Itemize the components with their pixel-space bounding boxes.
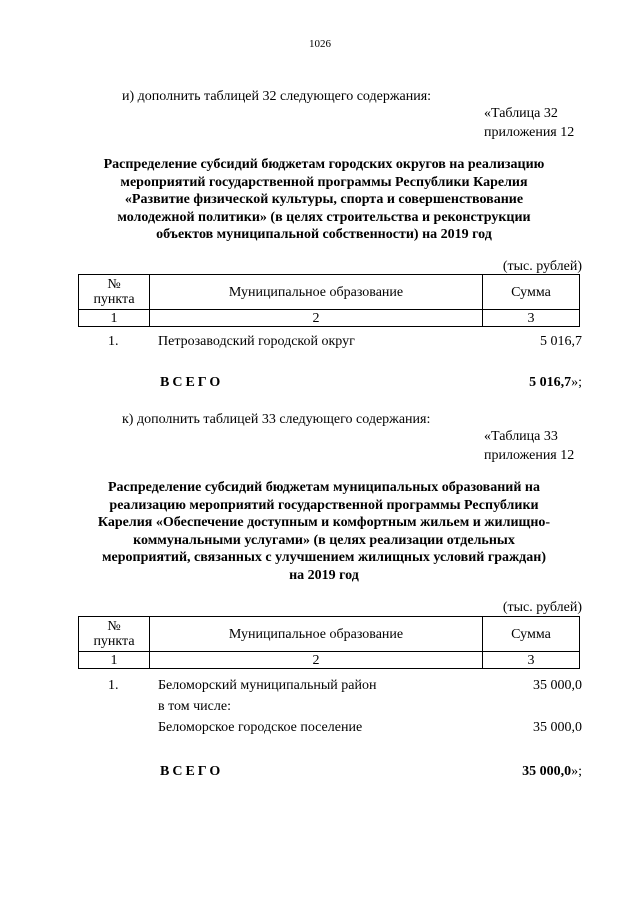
section1-title-line: Распределение субсидий бюджетам городских округов на реализацию <box>103 157 545 172</box>
section1-table-reference <box>484 104 574 142</box>
header-number-line2: пункта <box>93 292 135 307</box>
section1-title-line: молодежной политики» (в целях строительства и реконструкции <box>117 209 531 225</box>
section1-total-label: ВСЕГО <box>160 375 224 390</box>
section2-table-header <box>78 616 580 669</box>
section2-row-name: в том числе: <box>158 699 231 714</box>
header-municipality: Муниципальное образование <box>150 617 483 652</box>
section1-title-line: объектов муниципальной собственности) на 2019 год <box>156 227 492 242</box>
section2-total-label: ВСЕГО <box>160 764 224 779</box>
col-number-1: 1 <box>79 652 150 669</box>
section1-total <box>529 375 582 391</box>
header-number-line1: № <box>107 619 121 634</box>
section1-total-value: 5 016,7 <box>529 375 572 390</box>
section2-ref-line1: «Таблица 33 <box>484 429 558 444</box>
col-number-3: 3 <box>483 652 580 669</box>
section2-title-line: реализацию мероприятий государственной программы Республики <box>109 497 539 513</box>
col-number-2: 2 <box>150 652 483 669</box>
section1-table-header <box>78 274 580 327</box>
col-number-2: 2 <box>150 310 483 327</box>
section1-intro: и) дополнить таблицей 32 следующего содержания: <box>122 89 432 104</box>
header-number-cell <box>79 617 150 652</box>
page-number: 1026 <box>309 38 331 50</box>
section2-title-line: коммунальными услугами» (в целях реализации отдельных <box>133 532 515 548</box>
section1-total-suffix: »; <box>571 375 582 390</box>
section1-ref-line1: «Таблица 32 <box>484 106 558 121</box>
section2-ref-line2: приложения 12 <box>484 448 575 463</box>
section2-total-suffix: »; <box>571 764 582 779</box>
section1-row-value: 5 016,7 <box>540 334 582 349</box>
header-number-line2: пункта <box>93 634 135 649</box>
section2-title-line: Карелия «Обеспечение доступным и комфортным жильем и жилищно- <box>97 515 551 530</box>
col-number-1: 1 <box>79 310 150 327</box>
section2-title-line: на 2019 год <box>289 567 359 583</box>
header-number-cell <box>79 275 150 310</box>
header-sum: Сумма <box>483 617 580 652</box>
col-number-3: 3 <box>483 310 580 327</box>
section1-title <box>72 156 576 244</box>
section2-row-number: 1. <box>108 678 119 693</box>
section2-title-line: Распределение субсидий бюджетам муниципальных образований на <box>108 480 540 495</box>
section2-title <box>72 479 576 584</box>
section1-units: (тыс. рублей) <box>502 259 582 274</box>
section2-total <box>522 764 582 780</box>
section2-row-value: 35 000,0 <box>533 678 582 693</box>
section1-title-line: мероприятий государственной программы Республики Карелия <box>120 174 528 190</box>
section2-units: (тыс. рублей) <box>502 600 582 615</box>
section2-intro: к) дополнить таблицей 33 следующего содержания: <box>122 412 431 427</box>
header-municipality: Муниципальное образование <box>150 275 483 310</box>
section1-title-line: «Развитие физической культуры, спорта и совершенствование <box>124 192 524 207</box>
section2-total-value: 35 000,0 <box>522 764 572 779</box>
section2-row-value: 35 000,0 <box>533 720 582 735</box>
section1-row-number: 1. <box>108 334 119 349</box>
header-sum: Сумма <box>483 275 580 310</box>
header-number-line1: № <box>107 277 121 292</box>
section1-row-name: Петрозаводский городской округ <box>158 334 355 349</box>
section2-title-line: мероприятий, связанных с улучшением жилищных условий граждан) <box>102 550 546 565</box>
section2-row-name: Беломорское городское поселение <box>158 720 363 735</box>
section2-row-name: Беломорский муниципальный район <box>158 678 377 693</box>
section2-table-reference <box>484 427 574 465</box>
section1-ref-line2: приложения 12 <box>484 125 575 140</box>
